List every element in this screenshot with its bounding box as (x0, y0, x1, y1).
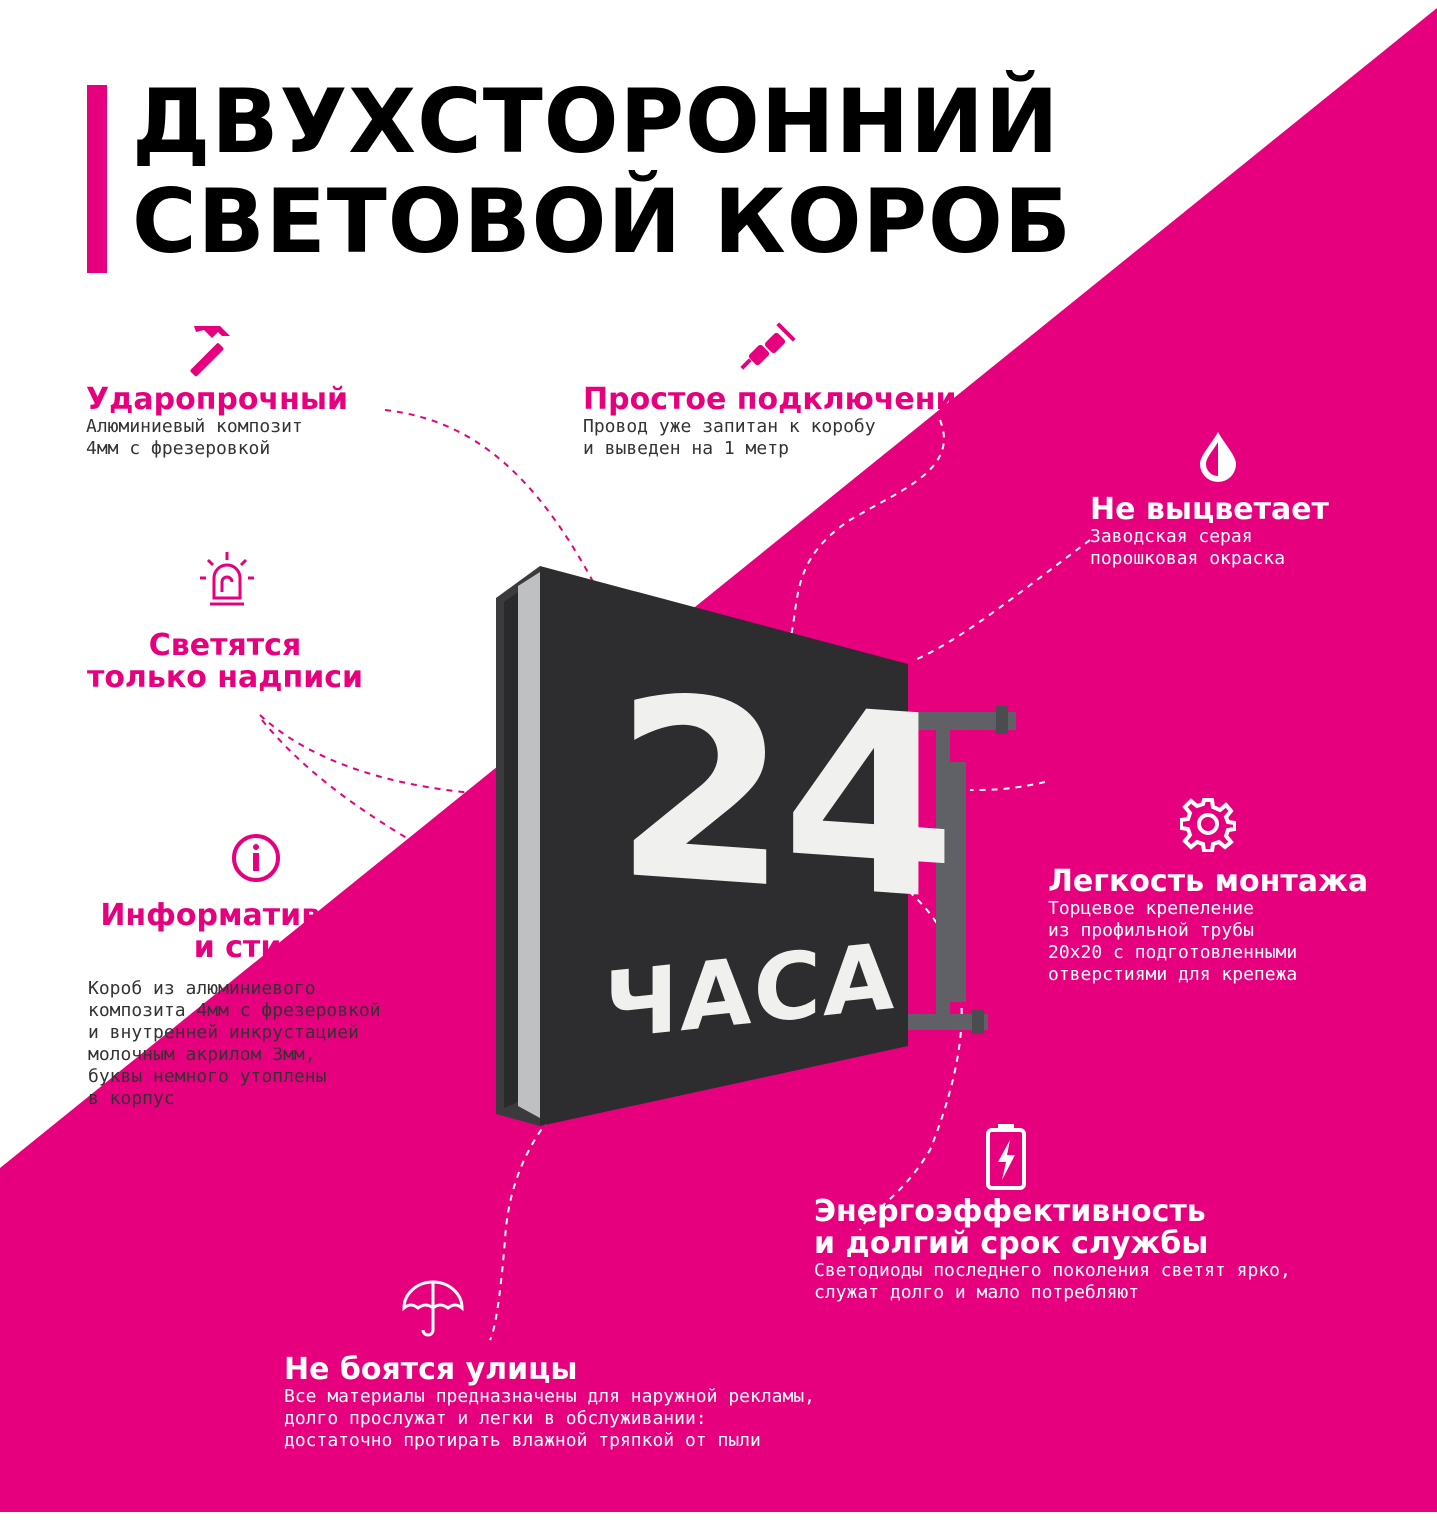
feature-energy-title-1: Энергоэффективность (814, 1194, 1206, 1229)
feature-info-line-3: и внутренней инкрустацией (88, 1022, 359, 1043)
feature-impact-title: Ударопрочный (86, 382, 348, 417)
feature-connect-line-1: Провод уже запитан к коробу (583, 416, 876, 437)
lamp-icon (196, 548, 258, 610)
feature-info-line-6: в корпус (88, 1088, 175, 1109)
feature-impact-line-1: Алюминиевый композит (86, 416, 303, 437)
feature-impact-line-2: 4мм с фрезеровкой (86, 438, 271, 459)
title-line-1: ДВУХСТОРОННИЙ (132, 70, 1060, 173)
feature-outdoor-line-2: долго прослужат и легки в обслуживании: (284, 1408, 707, 1429)
feature-connect (583, 384, 977, 460)
feature-info-title-2: и стиль (193, 930, 323, 965)
light-box-sign (496, 566, 1016, 1126)
feature-glow (80, 630, 370, 694)
feature-fade (1090, 494, 1329, 570)
drop-icon (1190, 428, 1246, 484)
feature-mount-title: Легкость монтажа (1048, 864, 1369, 899)
page-title (132, 72, 1072, 272)
sign-word: ЧАСА (604, 922, 897, 1061)
feature-mount (1048, 866, 1368, 986)
feature-impact (86, 384, 348, 460)
feature-info-title-1: Информативность (100, 898, 416, 933)
sign-number: 24 (614, 641, 950, 956)
title-line-2: СВЕТОВОЙ КОРОБ (132, 170, 1072, 273)
feature-outdoor-title: Не боятся улицы (284, 1352, 578, 1387)
feature-fade-title: Не выцветает (1090, 492, 1329, 527)
feature-info-line-4: молочным акрилом 3мм, (88, 1044, 316, 1065)
feature-outdoor (284, 1354, 815, 1452)
title-accent-bar (87, 85, 107, 273)
feature-fade-line-2: порошковая окраска (1090, 548, 1286, 569)
feature-energy (814, 1196, 1291, 1304)
hammer-icon (180, 318, 242, 380)
plug-icon (736, 318, 800, 378)
feature-info-line-2: композита 4мм с фрезеровкой (88, 1000, 381, 1021)
feature-info (88, 900, 428, 1110)
feature-mount-line-1: Торцевое крепеление (1048, 898, 1254, 919)
battery-icon (984, 1122, 1028, 1190)
feature-outdoor-line-1: Все материалы предназначены для наружной рекламы, (284, 1386, 816, 1407)
feature-mount-line-4: отверстиями для крепежа (1048, 964, 1298, 985)
feature-energy-line-1: Светодиоды последнего поколения светят ярко, (814, 1260, 1291, 1281)
umbrella-icon (400, 1278, 466, 1340)
feature-info-line-5: буквы немного утоплены (88, 1066, 327, 1087)
feature-mount-line-3: 20х20 с подготовленными (1048, 942, 1298, 963)
feature-energy-line-2: служат долго и мало потребляют (814, 1282, 1140, 1303)
feature-connect-title: Простое подключение (583, 382, 977, 417)
feature-outdoor-line-3: достаточно протирать влажной тряпкой от пыли (284, 1430, 761, 1451)
sign-back-edge (504, 592, 518, 1108)
feature-mount-line-2: из профильной трубы (1048, 920, 1254, 941)
info-icon (230, 832, 282, 884)
feature-glow-title-1: Светятся (148, 628, 302, 663)
feature-glow-title-2: только надписи (86, 660, 364, 695)
feature-fade-line-1: Заводская серая (1090, 526, 1253, 547)
feature-energy-title-2: и долгий срок службы (814, 1226, 1209, 1261)
feature-connect-line-2: и выведен на 1 метр (583, 438, 789, 459)
gear-icon (1180, 796, 1236, 852)
feature-info-line-1: Короб из алюминиевого (88, 978, 316, 999)
